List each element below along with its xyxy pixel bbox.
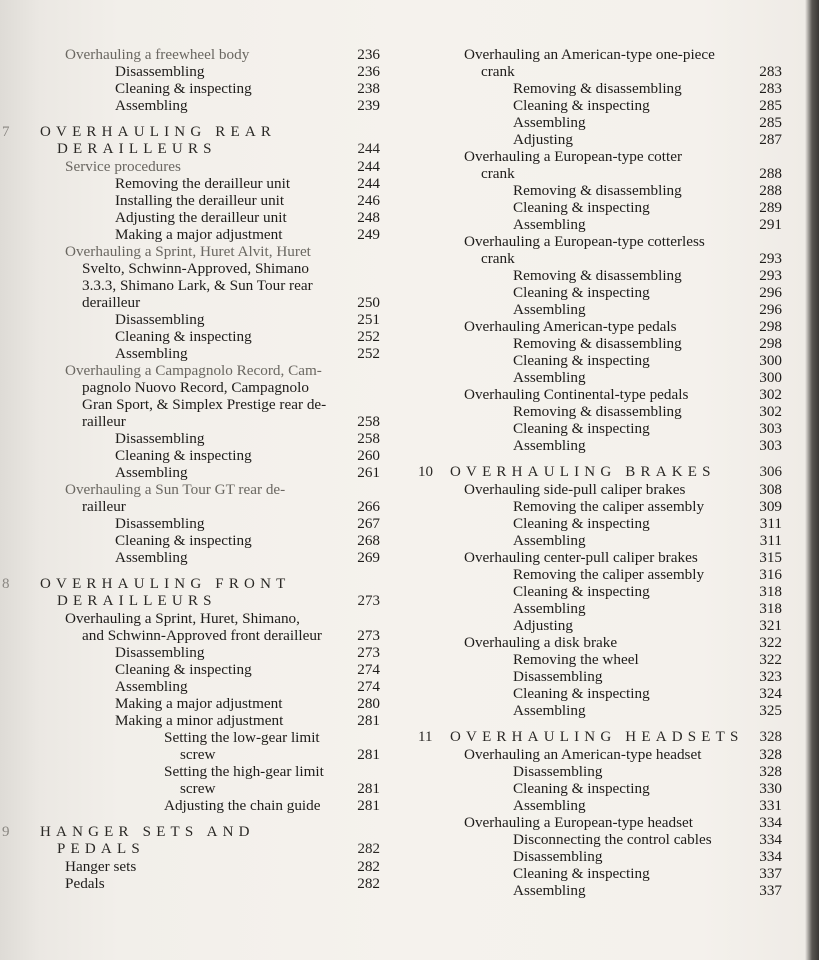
page-number: 337 bbox=[759, 882, 782, 899]
page-number: 334 bbox=[759, 814, 782, 831]
toc-entry-level-2 bbox=[410, 403, 782, 420]
entry-title: Overhauling a Sprint, Huret, Shimano, bbox=[65, 610, 300, 627]
entry-title: Cleaning & inspecting bbox=[115, 80, 252, 97]
toc-entry-level-3 bbox=[0, 729, 380, 763]
page-number: 258 bbox=[357, 430, 380, 447]
page-number: 306 bbox=[759, 464, 782, 480]
entry-title: Assembling bbox=[513, 369, 586, 386]
page-number: 246 bbox=[357, 192, 380, 209]
entry-title: Making a minor adjustment bbox=[115, 712, 284, 729]
entry-title: Assembling bbox=[513, 216, 586, 233]
entry-title: Overhauling an American-type headset bbox=[464, 746, 702, 763]
entry-title: Setting the high-gear limit bbox=[164, 763, 324, 780]
page-number: 318 bbox=[759, 600, 782, 617]
entry-title: Making a major adjustment bbox=[115, 226, 283, 243]
page-number: 315 bbox=[759, 549, 782, 566]
entry-title: Cleaning & inspecting bbox=[513, 420, 650, 437]
toc-entry-level-1 bbox=[410, 386, 782, 403]
page-number: 324 bbox=[759, 685, 782, 702]
page-number: 293 bbox=[759, 250, 782, 267]
toc-entry-level-1 bbox=[410, 148, 782, 182]
page-number: 281 bbox=[357, 712, 380, 729]
page-number: 261 bbox=[357, 464, 380, 481]
toc-entry-level-2 bbox=[0, 515, 380, 532]
page-number: 303 bbox=[759, 420, 782, 437]
entry-title: 3.3.3, Shimano Lark, & Sun Tour rear bbox=[82, 277, 313, 294]
page-number: 337 bbox=[759, 865, 782, 882]
chapter-title-line: OVERHAULING HEADSETS bbox=[450, 729, 744, 745]
toc-entry-level-2 bbox=[410, 600, 782, 617]
entry-title: Pedals bbox=[65, 875, 105, 892]
entry-title: Disassembling bbox=[513, 848, 603, 865]
page-number: 249 bbox=[357, 226, 380, 243]
entry-title: derailleur bbox=[82, 294, 141, 311]
entry-title: Assembling bbox=[115, 97, 188, 114]
page-number: 258 bbox=[357, 413, 380, 430]
toc-entry-level-2 bbox=[410, 80, 782, 97]
chapter-title-line: DERAILLEURS bbox=[57, 141, 217, 157]
chapter-title-line: OVERHAULING REAR bbox=[40, 124, 277, 140]
entry-title: Assembling bbox=[115, 464, 188, 481]
page-number: 250 bbox=[357, 294, 380, 311]
entry-title: Assembling bbox=[513, 301, 586, 318]
toc-entry-level-2 bbox=[410, 182, 782, 199]
page-number: 328 bbox=[759, 746, 782, 763]
chapter-number: 7 bbox=[2, 124, 10, 140]
toc-entry-level-2 bbox=[0, 678, 380, 695]
entry-title: Assembling bbox=[513, 702, 586, 719]
toc-entry-level-2 bbox=[410, 651, 782, 668]
toc-entry-level-1 bbox=[410, 318, 782, 335]
entry-title: Overhauling a European-type cotterless bbox=[464, 233, 705, 250]
toc-entry-level-2 bbox=[0, 464, 380, 481]
section-spacer bbox=[0, 566, 380, 576]
toc-entry-level-2 bbox=[0, 532, 380, 549]
entry-title: Gran Sport, & Simplex Prestige rear de- bbox=[82, 396, 327, 413]
entry-title: Cleaning & inspecting bbox=[513, 780, 650, 797]
page-number: 334 bbox=[759, 848, 782, 865]
toc-entry-level-2 bbox=[410, 352, 782, 369]
entry-title: crank bbox=[481, 63, 515, 80]
entry-title: Service procedures bbox=[65, 158, 181, 175]
chapter-title-line: OVERHAULING BRAKES bbox=[450, 464, 716, 480]
toc-entry-level-2 bbox=[410, 668, 782, 685]
entry-title: Overhauling center-pull caliper brakes bbox=[464, 549, 698, 566]
entry-title: Overhauling a European-type cotter bbox=[464, 148, 683, 165]
page-number: 244 bbox=[357, 158, 380, 175]
entry-title: Assembling bbox=[513, 797, 586, 814]
entry-title: Overhauling a Sun Tour GT rear de- bbox=[65, 481, 286, 498]
page-number: 323 bbox=[759, 668, 782, 685]
entry-title: Cleaning & inspecting bbox=[115, 532, 252, 549]
toc-entry-level-2 bbox=[0, 430, 380, 447]
toc-entry-level-2 bbox=[0, 226, 380, 243]
toc-entry-level-2 bbox=[410, 685, 782, 702]
entry-title: Assembling bbox=[115, 549, 188, 566]
toc-entry-level-2 bbox=[410, 583, 782, 600]
entry-title: railleur bbox=[82, 413, 126, 430]
entry-title: Cleaning & inspecting bbox=[513, 685, 650, 702]
entry-title: Disassembling bbox=[115, 311, 205, 328]
entry-title: Assembling bbox=[513, 114, 586, 131]
toc-chapter-heading bbox=[0, 124, 380, 158]
entry-title: Removing & disassembling bbox=[513, 182, 682, 199]
entry-title: Removing the caliper assembly bbox=[513, 566, 705, 583]
entry-title: and Schwinn-Approved front derailleur bbox=[82, 627, 322, 644]
toc-entry-level-2 bbox=[410, 763, 782, 780]
entry-title: Removing the wheel bbox=[513, 651, 639, 668]
toc-entry-level-2 bbox=[410, 780, 782, 797]
page-number: 248 bbox=[357, 209, 380, 226]
entry-title: Cleaning & inspecting bbox=[513, 199, 650, 216]
page-number: 289 bbox=[759, 199, 782, 216]
entry-title: Disassembling bbox=[513, 668, 603, 685]
page-number: 238 bbox=[357, 80, 380, 97]
entry-title: Overhauling a European-type headset bbox=[464, 814, 693, 831]
toc-entry-level-3 bbox=[0, 797, 380, 814]
page-number: 321 bbox=[759, 617, 782, 634]
section-spacer bbox=[410, 454, 782, 464]
toc-entry-level-1 bbox=[0, 243, 380, 311]
toc-entry-level-2 bbox=[410, 437, 782, 454]
page-number: 244 bbox=[357, 175, 380, 192]
entry-title: Overhauling American-type pedals bbox=[464, 318, 677, 335]
toc-entry-level-2 bbox=[0, 311, 380, 328]
entry-title: Overhauling a freewheel body bbox=[65, 46, 250, 63]
page-number: 322 bbox=[759, 651, 782, 668]
page-number: 308 bbox=[759, 481, 782, 498]
toc-entry-level-3 bbox=[0, 763, 380, 797]
toc-entry-level-2 bbox=[410, 848, 782, 865]
entry-title: Overhauling an American-type one-piece bbox=[464, 46, 715, 63]
page-number: 274 bbox=[357, 678, 380, 695]
toc-entry-level-2 bbox=[0, 80, 380, 97]
toc-entry-level-2 bbox=[410, 216, 782, 233]
entry-title: Removing the derailleur unit bbox=[115, 175, 291, 192]
toc-entry-level-2 bbox=[0, 447, 380, 464]
page-number: 236 bbox=[357, 46, 380, 63]
entry-title: railleur bbox=[82, 498, 126, 515]
entry-title: pagnolo Nuovo Record, Campagnolo bbox=[82, 379, 309, 396]
page-number: 266 bbox=[357, 498, 380, 515]
chapter-title-line: DERAILLEURS bbox=[57, 593, 217, 609]
page-number: 252 bbox=[357, 328, 380, 345]
toc-entry-level-2 bbox=[0, 644, 380, 661]
toc-entry-level-1 bbox=[410, 233, 782, 267]
toc-entry-level-2 bbox=[410, 515, 782, 532]
toc-entry-level-1 bbox=[410, 481, 782, 498]
toc-entry-level-2 bbox=[410, 420, 782, 437]
entry-title: Cleaning & inspecting bbox=[513, 352, 650, 369]
page-number: 293 bbox=[759, 267, 782, 284]
page-number: 322 bbox=[759, 634, 782, 651]
entry-title: Assembling bbox=[513, 600, 586, 617]
page-number: 282 bbox=[357, 858, 380, 875]
toc-entry-level-2 bbox=[410, 369, 782, 386]
page-number: 318 bbox=[759, 583, 782, 600]
section-spacer bbox=[0, 114, 380, 124]
entry-title: Assembling bbox=[115, 345, 188, 362]
toc-entry-level-2 bbox=[410, 532, 782, 549]
entry-title: screw bbox=[180, 746, 216, 763]
section-spacer bbox=[410, 719, 782, 729]
page-number: 309 bbox=[759, 498, 782, 515]
page-number: 239 bbox=[357, 97, 380, 114]
toc-entry-level-2 bbox=[410, 865, 782, 882]
page-number: 268 bbox=[357, 532, 380, 549]
page-number: 267 bbox=[357, 515, 380, 532]
entry-title: Cleaning & inspecting bbox=[513, 284, 650, 301]
entry-title: Removing the caliper assembly bbox=[513, 498, 705, 515]
entry-title: Removing & disassembling bbox=[513, 335, 682, 352]
entry-title: Disconnecting the control cables bbox=[513, 831, 712, 848]
entry-title: Cleaning & inspecting bbox=[513, 97, 650, 114]
toc-entry-level-2 bbox=[0, 97, 380, 114]
page-number: 236 bbox=[357, 63, 380, 80]
toc-entry-level-2 bbox=[410, 131, 782, 148]
toc-entry-level-1 bbox=[0, 858, 380, 875]
toc-entry-level-2 bbox=[410, 797, 782, 814]
chapter-number: 9 bbox=[2, 824, 10, 840]
toc-entry-level-2 bbox=[410, 702, 782, 719]
entry-title: Cleaning & inspecting bbox=[513, 865, 650, 882]
toc-entry-level-2 bbox=[0, 175, 380, 192]
page-number: 244 bbox=[357, 141, 380, 157]
page-number: 273 bbox=[357, 644, 380, 661]
toc-entry-level-2 bbox=[410, 882, 782, 899]
page-number: 328 bbox=[759, 763, 782, 780]
toc-entry-level-2 bbox=[410, 267, 782, 284]
entry-title: Making a major adjustment bbox=[115, 695, 283, 712]
toc-entry-level-1 bbox=[410, 814, 782, 831]
entry-title: screw bbox=[180, 780, 216, 797]
toc-entry-level-1 bbox=[410, 46, 782, 80]
page-number: 251 bbox=[357, 311, 380, 328]
entry-title: Cleaning & inspecting bbox=[513, 583, 650, 600]
entry-title: Cleaning & inspecting bbox=[513, 515, 650, 532]
entry-title: Disassembling bbox=[513, 763, 603, 780]
page-number: 300 bbox=[759, 352, 782, 369]
toc-entry-level-1 bbox=[410, 746, 782, 763]
page-number: 282 bbox=[357, 875, 380, 892]
entry-title: Cleaning & inspecting bbox=[115, 447, 252, 464]
page-number: 283 bbox=[759, 80, 782, 97]
toc-entry-level-2 bbox=[0, 661, 380, 678]
page-number: 288 bbox=[759, 165, 782, 182]
entry-title: Overhauling side-pull caliper brakes bbox=[464, 481, 686, 498]
toc-entry-level-1 bbox=[0, 875, 380, 892]
toc-entry-level-1 bbox=[0, 481, 380, 515]
page-number: 285 bbox=[759, 114, 782, 131]
toc-entry-level-2 bbox=[410, 199, 782, 216]
toc-entry-level-1 bbox=[410, 634, 782, 651]
toc-entry-level-2 bbox=[410, 498, 782, 515]
entry-title: crank bbox=[481, 250, 515, 267]
page-number: 296 bbox=[759, 284, 782, 301]
page-number: 325 bbox=[759, 702, 782, 719]
entry-title: Assembling bbox=[115, 678, 188, 695]
toc-entry-level-2 bbox=[0, 209, 380, 226]
section-spacer bbox=[0, 814, 380, 824]
page-number: 302 bbox=[759, 386, 782, 403]
chapter-number: 10 bbox=[418, 464, 433, 480]
entry-title: Overhauling a Sprint, Huret Alvit, Huret bbox=[65, 243, 311, 260]
entry-title: Adjusting the chain guide bbox=[164, 797, 321, 814]
page-number: 282 bbox=[357, 841, 380, 857]
page-number: 288 bbox=[759, 182, 782, 199]
page-number: 281 bbox=[357, 746, 380, 763]
toc-entry-level-2 bbox=[410, 97, 782, 114]
chapter-title-line: PEDALS bbox=[57, 841, 145, 857]
toc-entry-level-2 bbox=[0, 712, 380, 729]
page-number: 280 bbox=[357, 695, 380, 712]
toc-entry-level-2 bbox=[410, 566, 782, 583]
toc-entry-level-1 bbox=[0, 46, 380, 63]
toc-entry-level-2 bbox=[410, 114, 782, 131]
toc-chapter-heading bbox=[410, 464, 782, 481]
chapter-title-line: HANGER SETS AND bbox=[40, 824, 255, 840]
toc-entry-level-2 bbox=[0, 192, 380, 209]
toc-entry-level-1 bbox=[410, 549, 782, 566]
entry-title: Cleaning & inspecting bbox=[115, 328, 252, 345]
page-number: 273 bbox=[357, 593, 380, 609]
page-number: 269 bbox=[357, 549, 380, 566]
chapter-number: 11 bbox=[418, 729, 433, 745]
page-number: 285 bbox=[759, 97, 782, 114]
toc-entry-level-2 bbox=[0, 63, 380, 80]
toc-entry-level-2 bbox=[410, 831, 782, 848]
toc-chapter-heading bbox=[0, 576, 380, 610]
entry-title: Svelto, Schwinn-Approved, Shimano bbox=[82, 260, 309, 277]
page-number: 283 bbox=[759, 63, 782, 80]
page-number: 260 bbox=[357, 447, 380, 464]
entry-title: Cleaning & inspecting bbox=[115, 661, 252, 678]
page-number: 302 bbox=[759, 403, 782, 420]
entry-title: Overhauling a disk brake bbox=[464, 634, 618, 651]
page-number: 298 bbox=[759, 335, 782, 352]
toc-right-column bbox=[410, 46, 782, 899]
toc-entry-level-2 bbox=[410, 335, 782, 352]
entry-title: Overhauling Continental-type pedals bbox=[464, 386, 689, 403]
toc-entry-level-2 bbox=[0, 549, 380, 566]
toc-entry-level-1 bbox=[0, 362, 380, 430]
entry-title: Adjusting the derailleur unit bbox=[115, 209, 287, 226]
toc-chapter-heading bbox=[410, 729, 782, 746]
toc-entry-level-2 bbox=[0, 328, 380, 345]
page-number: 328 bbox=[759, 729, 782, 745]
page-number: 316 bbox=[759, 566, 782, 583]
toc-entry-level-2 bbox=[0, 695, 380, 712]
entry-title: Installing the derailleur unit bbox=[115, 192, 285, 209]
toc-entry-level-2 bbox=[410, 301, 782, 318]
page-number: 334 bbox=[759, 831, 782, 848]
entry-title: Adjusting bbox=[513, 131, 573, 148]
entry-title: Disassembling bbox=[115, 430, 205, 447]
entry-title: Disassembling bbox=[115, 644, 205, 661]
page-number: 311 bbox=[759, 532, 782, 549]
entry-title: Assembling bbox=[513, 532, 586, 549]
entry-title: Overhauling a Campagnolo Record, Cam- bbox=[65, 362, 322, 379]
entry-title: Assembling bbox=[513, 882, 586, 899]
page-number: 296 bbox=[759, 301, 782, 318]
toc-left-column bbox=[0, 46, 380, 892]
toc-entry-level-1 bbox=[0, 158, 380, 175]
entry-title: Disassembling bbox=[115, 515, 205, 532]
chapter-title-line: OVERHAULING FRONT bbox=[40, 576, 291, 592]
toc-chapter-heading bbox=[0, 824, 380, 858]
page-number: 311 bbox=[759, 515, 782, 532]
toc-entry-level-2 bbox=[410, 284, 782, 301]
chapter-number: 8 bbox=[2, 576, 10, 592]
page-number: 303 bbox=[759, 437, 782, 454]
page-number: 291 bbox=[759, 216, 782, 233]
toc-entry-level-2 bbox=[410, 617, 782, 634]
toc-entry-level-1 bbox=[0, 610, 380, 644]
page-number: 273 bbox=[357, 627, 380, 644]
page-number: 287 bbox=[759, 131, 782, 148]
entry-title: Removing & disassembling bbox=[513, 80, 682, 97]
entry-title: Removing & disassembling bbox=[513, 267, 682, 284]
page-number: 281 bbox=[357, 780, 380, 797]
page-number: 331 bbox=[759, 797, 782, 814]
page-number: 330 bbox=[759, 780, 782, 797]
page-number: 300 bbox=[759, 369, 782, 386]
entry-title: Hanger sets bbox=[65, 858, 137, 875]
entry-title: crank bbox=[481, 165, 515, 182]
page-number: 274 bbox=[357, 661, 380, 678]
page-number: 281 bbox=[357, 797, 380, 814]
entry-title: Removing & disassembling bbox=[513, 403, 682, 420]
page-number: 298 bbox=[759, 318, 782, 335]
entry-title: Disassembling bbox=[115, 63, 205, 80]
toc-entry-level-2 bbox=[0, 345, 380, 362]
page-number: 252 bbox=[357, 345, 380, 362]
entry-title: Adjusting bbox=[513, 617, 573, 634]
entry-title: Setting the low-gear limit bbox=[164, 729, 320, 746]
entry-title: Assembling bbox=[513, 437, 586, 454]
